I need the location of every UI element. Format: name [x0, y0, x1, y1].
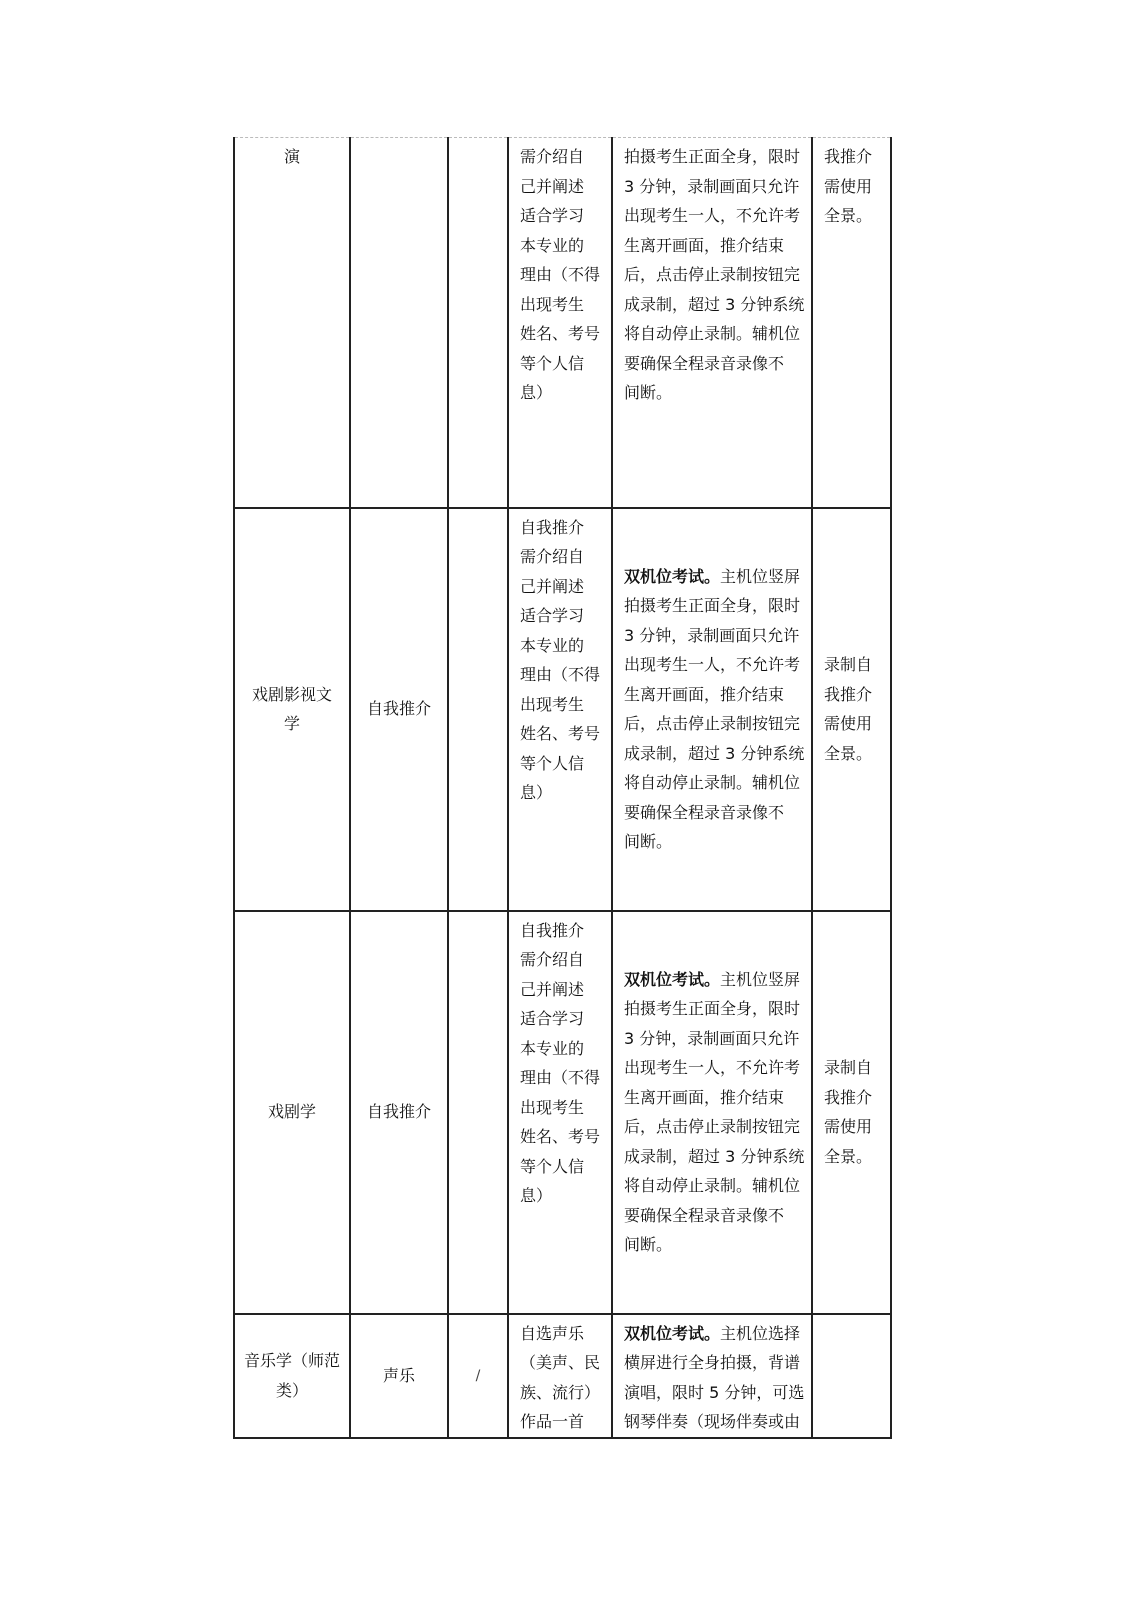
exam-requirements-table — [233, 137, 892, 1439]
major-name: 演 — [283, 147, 300, 166]
mark-cell — [448, 138, 508, 508]
requirement-text: 主机位竖屏 拍摄考生正面全身，限时 3 分钟，录制画面只允许 出现考生一人，不允许考 生离开画面，推介结束 后，点击停止录制按钮完 成录制，超过 3 分钟系统 将自动停止录制。辅机位 要确保全程录音录像不 间断。 — [624, 969, 805, 1254]
major-cell — [234, 1314, 350, 1438]
table-row — [234, 138, 891, 508]
requirement-text: 主机位选择 横屏进行全身拍摄，背谱 演唱，限时 5 分钟，可选 钢琴伴奏（现场伴奏或由 — [624, 1323, 805, 1431]
major-cell — [234, 911, 350, 1314]
exam-item-cell — [350, 508, 448, 911]
note-text: 我推介 需使用 全景。 — [824, 147, 873, 225]
major-name: 戏剧学 — [267, 1102, 316, 1122]
mark-cell — [448, 508, 508, 911]
major-cell — [234, 138, 350, 508]
content-text: 自我推介 需介绍自 己并阐述 适合学习 本专业的 理由（不得 出现考生 姓名、考号 等个人信 息） — [520, 920, 601, 1205]
exam-item-cell — [350, 1314, 448, 1438]
table-row — [234, 508, 891, 911]
major-cell — [234, 508, 350, 911]
major-name: 音乐学（师范 类） — [243, 1351, 340, 1400]
major-name: 戏剧影视文 学 — [251, 684, 332, 733]
content-text: 需介绍自 己并阐述 适合学习 本专业的 理由（不得 出现考生 姓名、考号 等个人信 息） — [520, 147, 601, 402]
mark-cell — [448, 911, 508, 1314]
note-cell — [812, 508, 891, 911]
table-row — [234, 911, 891, 1314]
requirement-cell — [612, 1314, 812, 1438]
content-text: 自我推介 需介绍自 己并阐述 适合学习 本专业的 理由（不得 出现考生 姓名、考号 等个人信 息） — [520, 517, 601, 802]
content-cell — [508, 508, 612, 911]
note-text: 录制自 我推介 需使用 全景。 — [824, 1058, 873, 1166]
exam-item-cell — [350, 138, 448, 508]
mark-cell — [448, 1314, 508, 1438]
mark-text: / — [475, 1367, 481, 1384]
requirement-bold-label: 双机位考试。 — [624, 566, 721, 586]
note-cell — [812, 1314, 891, 1438]
requirement-text: 主机位竖屏 拍摄考生正面全身，限时 3 分钟，录制画面只允许 出现考生一人，不允许考 生离开画面，推介结束 后，点击停止录制按钮完 成录制，超过 3 分钟系统 将自动停止录制。辅机位 要确保全程录音录像不 间断。 — [624, 566, 805, 851]
note-text: 录制自 我推介 需使用 全景。 — [824, 655, 873, 763]
note-cell — [812, 138, 891, 508]
table-row — [234, 1314, 891, 1438]
content-text: 自选声乐 （美声、民 族、流行） 作品一首 — [520, 1323, 601, 1431]
exam-item: 自我推介 — [366, 699, 431, 719]
requirement-bold-label: 双机位考试。 — [624, 1323, 721, 1343]
content-cell — [508, 911, 612, 1314]
requirement-cell — [612, 911, 812, 1314]
requirement-cell — [612, 508, 812, 911]
requirement-cell — [612, 138, 812, 508]
requirement-text: 拍摄考生正面全身，限时 3 分钟，录制画面只允许 出现考生一人，不允许考 生离开画面，推介结束 后，点击停止录制按钮完 成录制，超过 3 分钟系统 将自动停止录制。辅机位 要确保全程录音录像不 间断。 — [624, 147, 805, 402]
content-cell — [508, 1314, 612, 1438]
exam-item-cell — [350, 911, 448, 1314]
requirement-bold-label: 双机位考试。 — [624, 969, 721, 989]
exam-item: 自我推介 — [366, 1102, 431, 1122]
exam-item: 声乐 — [382, 1365, 415, 1385]
content-cell — [508, 138, 612, 508]
note-cell — [812, 911, 891, 1314]
